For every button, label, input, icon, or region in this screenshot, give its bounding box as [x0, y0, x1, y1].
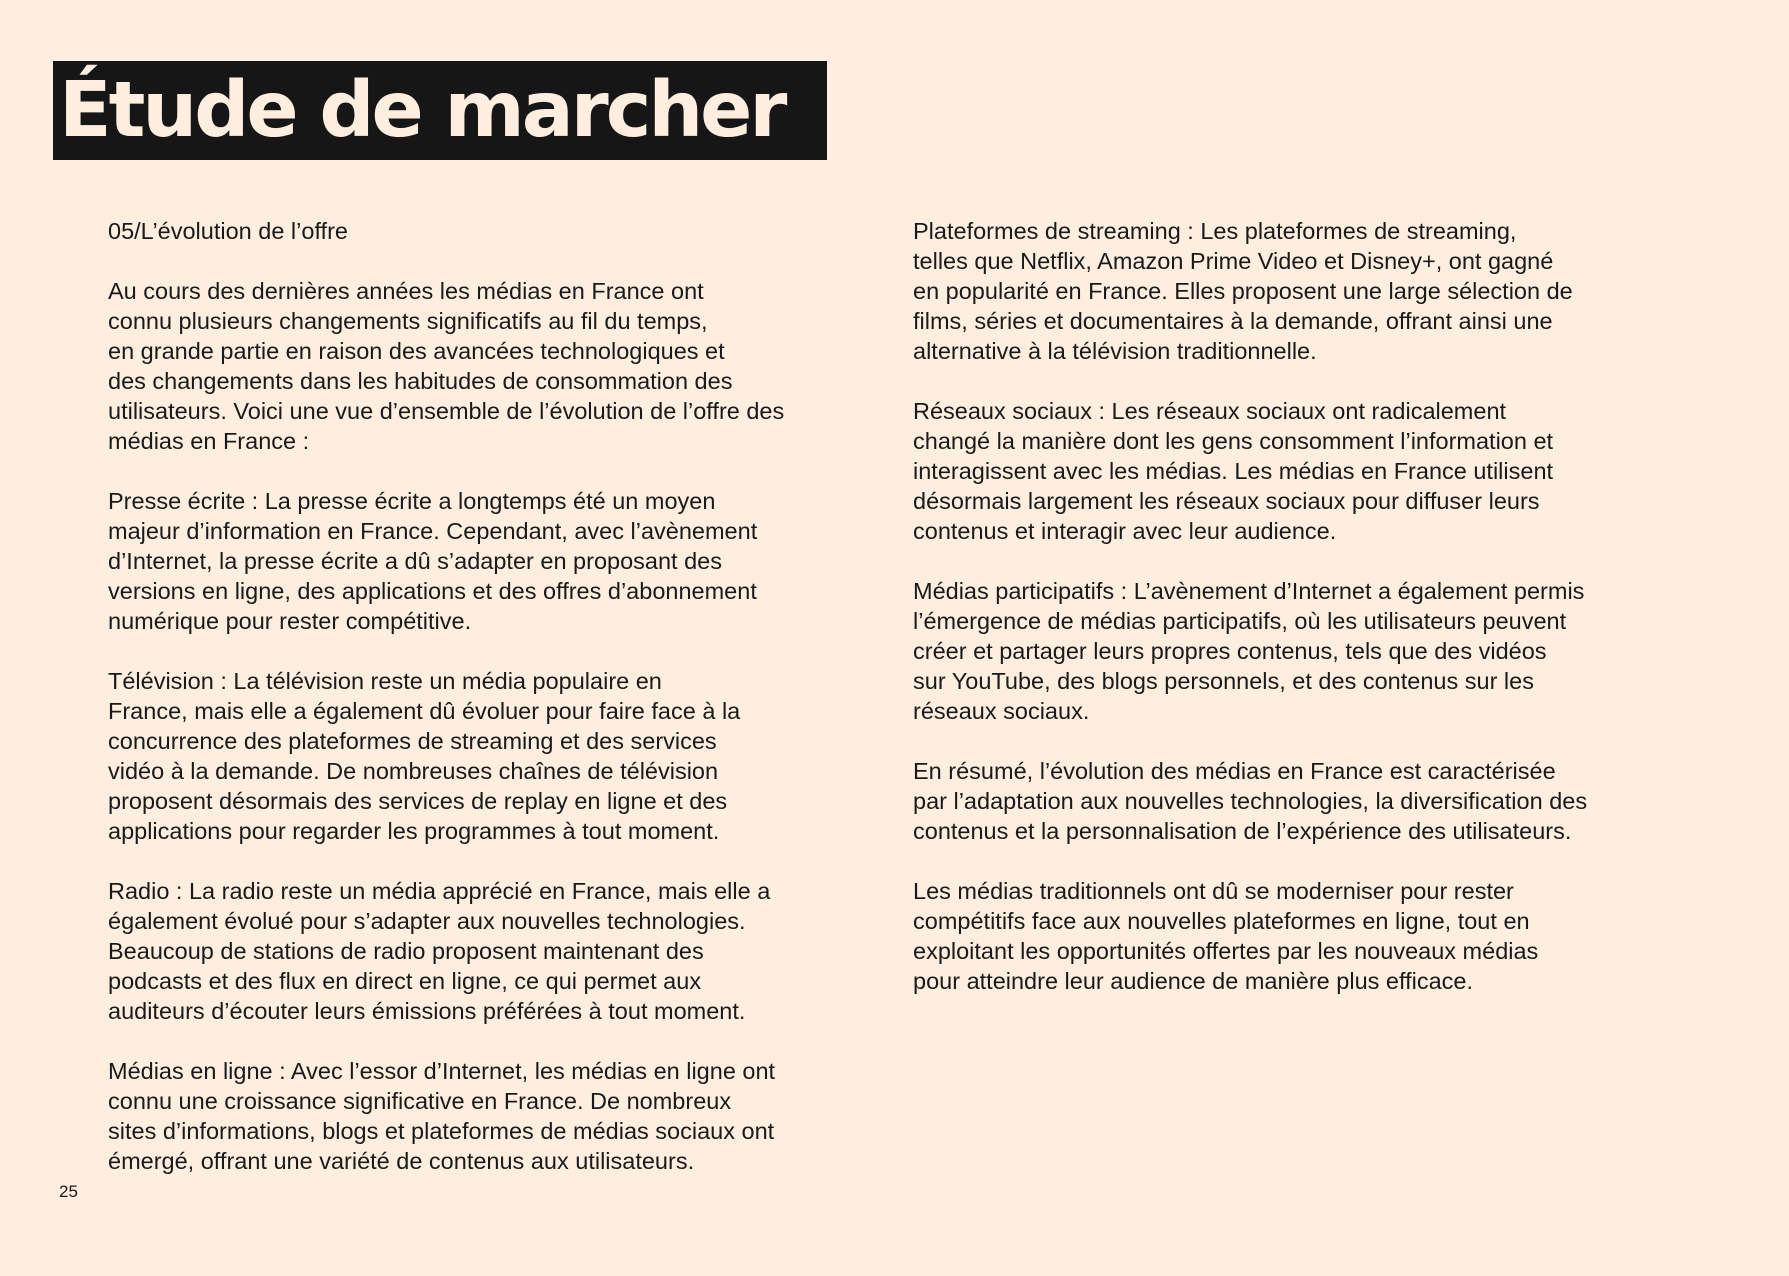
left-column [108, 216, 898, 1206]
paragraph-line: l’émergence de médias participatifs, où les utilisateurs peuvent [913, 608, 1567, 634]
paragraph-line: changé la manière dont les gens consomment l’information et [913, 428, 1554, 454]
paragraph-line: exploitant les opportunités offertes par les nouveaux médias [913, 938, 1539, 964]
paragraph-line: désormais largement les réseaux sociaux pour diffuser leurs [913, 488, 1540, 514]
paragraph-line: Plateformes de streaming : Les plateformes de streaming, [913, 218, 1517, 244]
paragraph-line: compétitifs face aux nouvelles plateformes en ligne, tout en [913, 908, 1530, 934]
paragraph-streaming [913, 216, 1713, 366]
section-heading-text: 05/L’évolution de l’offre [108, 218, 348, 244]
paragraph-reseaux-sociaux [913, 396, 1713, 546]
paragraph-line: majeur d’information en France. Cependant, avec l’avènement [108, 518, 758, 544]
paragraph-line: réseaux sociaux. [913, 698, 1090, 724]
paragraph-radio [108, 876, 898, 1026]
paragraph-line: contenus et la personnalisation de l’expérience des utilisateurs. [913, 818, 1572, 844]
title-banner [53, 61, 827, 160]
paragraph-line: utilisateurs. Voici une vue d’ensemble de l’évolution de l’offre des [108, 398, 785, 424]
paragraph-line: Réseaux sociaux : Les réseaux sociaux ont radicalement [913, 398, 1507, 424]
paragraph-television [108, 666, 898, 846]
paragraph-line: des changements dans les habitudes de consommation des [108, 368, 733, 394]
paragraph-line: podcasts et des flux en direct en ligne, ce qui permet aux [108, 968, 702, 994]
paragraph-line: France, mais elle a également dû évoluer pour faire face à la [108, 698, 741, 724]
paragraph-presse [108, 486, 898, 636]
paragraph-line: pour atteindre leur audience de manière plus efficace. [913, 968, 1474, 994]
section-heading [108, 216, 898, 246]
paragraph-medias-participatifs [913, 576, 1713, 726]
paragraph-line: en popularité en France. Elles proposent une large sélection de [913, 278, 1573, 304]
paragraph-line: auditeurs d’écouter leurs émissions préférées à tout moment. [108, 998, 746, 1024]
paragraph-line: Les médias traditionnels ont dû se moderniser pour rester [913, 878, 1514, 904]
right-column [913, 216, 1713, 1026]
paragraph-line: d’Internet, la presse écrite a dû s’adapter en proposant des [108, 548, 722, 574]
paragraph-line: émergé, offrant une variété de contenus aux utilisateurs. [108, 1148, 695, 1174]
paragraph-line: contenus et interagir avec leur audience. [913, 518, 1337, 544]
paragraph-line: films, séries et documentaires à la demande, offrant ainsi une [913, 308, 1553, 334]
paragraph-line: sites d’informations, blogs et plateformes de médias sociaux ont [108, 1118, 775, 1144]
paragraph-line: Beaucoup de stations de radio proposent maintenant des [108, 938, 704, 964]
paragraph-line: numérique pour rester compétitive. [108, 608, 472, 634]
paragraph-line: Médias participatifs : L’avènement d’Internet a également permis [913, 578, 1585, 604]
paragraph-line: Presse écrite : La presse écrite a longtemps été un moyen [108, 488, 716, 514]
paragraph-line: interagissent avec les médias. Les médias en France utilisent [913, 458, 1554, 484]
paragraph-line: également évolué pour s’adapter aux nouvelles technologies. [108, 908, 746, 934]
paragraph-line: sur YouTube, des blogs personnels, et des contenus sur les [913, 668, 1534, 694]
paragraph-conclusion [913, 876, 1713, 996]
paragraph-line: vidéo à la demande. De nombreuses chaînes de télévision [108, 758, 719, 784]
paragraph-line: créer et partager leurs propres contenus, tels que des vidéos [913, 638, 1547, 664]
page-number: 25 [59, 1182, 78, 1201]
paragraph-line: Télévision : La télévision reste un média populaire en [108, 668, 662, 694]
page-title: Étude de marcher [59, 66, 785, 155]
paragraph-line: telles que Netflix, Amazon Prime Video et Disney+, ont gagné [913, 248, 1554, 274]
paragraph-line: en grande partie en raison des avancées technologiques et [108, 338, 725, 364]
paragraph-line: par l’adaptation aux nouvelles technologies, la diversification des [913, 788, 1588, 814]
paragraph-line: Médias en ligne : Avec l’essor d’Internet, les médias en ligne ont [108, 1058, 776, 1084]
paragraph-line: Radio : La radio reste un média apprécié en France, mais elle a [108, 878, 771, 904]
paragraph-medias-en-ligne [108, 1056, 898, 1176]
paragraph-line: versions en ligne, des applications et des offres d’abonnement [108, 578, 757, 604]
paragraph-line: Au cours des dernières années les médias en France ont [108, 278, 704, 304]
paragraph-resume [913, 756, 1713, 846]
paragraph-line: alternative à la télévision traditionnelle. [913, 338, 1317, 364]
paragraph-line: connu plusieurs changements significatifs au fil du temps, [108, 308, 708, 334]
paragraph-line: concurrence des plateformes de streaming et des services [108, 728, 717, 754]
paragraph-line: médias en France : [108, 428, 310, 454]
paragraph-line: proposent désormais des services de replay en ligne et des [108, 788, 728, 814]
paragraph-line: applications pour regarder les programmes à tout moment. [108, 818, 720, 844]
paragraph-line: connu une croissance significative en France. De nombreux [108, 1088, 732, 1114]
paragraph-line: En résumé, l’évolution des médias en France est caractérisée [913, 758, 1556, 784]
paragraph-intro [108, 276, 898, 456]
